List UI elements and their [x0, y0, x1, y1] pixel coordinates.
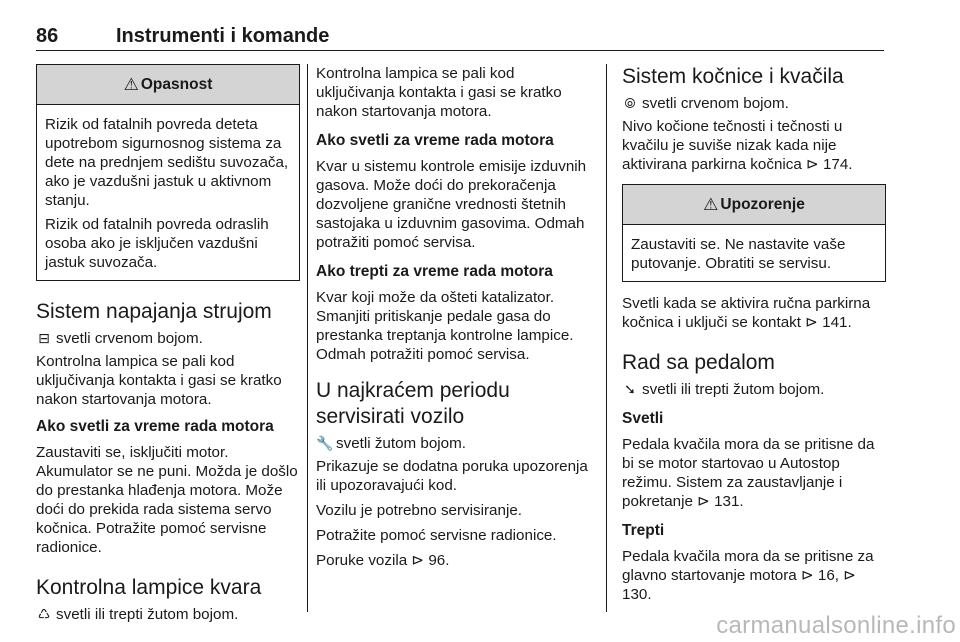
pedal-subheading-1: Svetli	[622, 410, 664, 427]
column-middle	[316, 64, 596, 570]
brake-text-2: Svetli kada se aktivira ručna parkirna kočnica i uključi se kontakt ⊳ 141.	[622, 295, 871, 331]
service-indicator-line: 🔧 svetli žutom bojom.	[316, 435, 466, 452]
warning-box-title: Upozorenje	[720, 196, 805, 213]
warning-triangle-icon: ⚠	[123, 75, 139, 94]
pedal-text-2: Pedala kvačila mora da se pritisne za glavno startovanje motora ⊳ 16, ⊳ 130.	[622, 548, 874, 603]
pedal-text-1: Pedala kvačila mora da se pritisne da bi se motor startovao u Autostop režimu. Sistem za zaustavljanje i pokretanje ⊳ 131.	[622, 436, 875, 510]
warning-box-body	[623, 225, 885, 281]
danger-box-header	[37, 65, 299, 105]
mil-subheading-2: Ako trepti za vreme rada motora	[316, 263, 553, 280]
mil-text-1: Kontrolna lampica se pali kod uključivanja kontakta i gasi se kratko nakon startovanja motora.	[316, 65, 562, 120]
mil-text-3: Kvar koji može da ošteti katalizator. Smanjiti pritiskanje pedale gasa do prestanka treptanja kontrolne lampice. Odmah potražiti pomoć servisa.	[316, 289, 574, 363]
warning-text-1: Zaustaviti se. Ne nastavite vaše putovanje. Obratiti se servisu.	[631, 236, 846, 272]
page-title: Instrumenti i komande	[116, 25, 330, 47]
warning-triangle-icon: ⚠	[703, 195, 719, 214]
brake-icon: ⦾	[624, 95, 636, 111]
brake-heading: Sistem kočnice i kvačila	[622, 65, 844, 88]
mil-subheading-1: Ako svetli za vreme rada motora	[316, 132, 554, 149]
warning-box-header	[623, 185, 885, 225]
page-header	[36, 22, 884, 52]
battery-icon: ⊟	[38, 330, 50, 346]
engine-icon: ♺	[37, 606, 51, 622]
service-text-3: Potražite pomoć servisne radionice.	[316, 527, 557, 544]
pedal-indicator-line: ➘ svetli ili trepti žutom bojom.	[622, 380, 886, 399]
mil-heading: Kontrolna lampice kvara	[36, 576, 262, 599]
wrench-car-icon: 🔧	[316, 435, 334, 451]
power-indicator-line: ⊟ svetli crvenom bojom.	[36, 329, 300, 348]
brake-indicator-line: ⦾ svetli crvenom bojom.	[622, 94, 886, 113]
power-text-1: Kontrolna lampica se pali kod uključivanja kontakta i gasi se kratko nakon startovanja motora.	[36, 353, 282, 408]
danger-text-1: Rizik od fatalnih povreda deteta upotrebom sigurnosnog sistema za dete na prednjem sedištu suvozača, ako je vazdušni jastuk u aktivnom stanju.	[45, 116, 289, 209]
header-divider	[36, 50, 884, 51]
mil-indicator-line: ♺ svetli ili trepti žutom bojom.	[37, 606, 239, 623]
pedal-icon: ➘	[624, 381, 636, 397]
column-divider	[606, 64, 607, 612]
service-text-1: Prikazuje se dodatna poruka upozorenja ili upozoravajući kod.	[316, 458, 588, 494]
danger-box-body	[37, 105, 299, 280]
page-number: 86	[36, 25, 59, 47]
danger-text-2: Rizik od fatalnih povreda odraslih osoba ako je isključen vazdušni jastuk suvozača.	[45, 216, 269, 271]
pedal-subheading-2: Trepti	[622, 522, 665, 539]
mil-text-2: Kvar u sistemu kontrole emisije izduvnih gasova. Može doći do prekoračenja dozvoljene granične vrednosti štetnih sastojaka u izduvnim gasovima. Odmah potražiti pomoć servisa.	[316, 158, 587, 251]
service-text-4: Poruke vozila ⊳ 96.	[316, 552, 450, 569]
warning-box	[622, 184, 886, 282]
pedal-heading: Rad sa pedalom	[622, 351, 775, 374]
service-heading: U najkraćem periodu servisirati vozilo	[316, 379, 510, 428]
watermark: carmanualsonline.info	[716, 612, 956, 639]
danger-box-title: Opasnost	[140, 76, 213, 93]
brake-text-1: Nivo kočione tečnosti i tečnosti u kvačilu je suviše nizak kada nije aktivirana parkirna kočnica ⊳ 174.	[622, 118, 853, 173]
power-heading: Sistem napajanja strujom	[36, 300, 272, 323]
column-divider	[307, 64, 308, 612]
service-text-2: Vozilu je potrebno servisiranje.	[316, 502, 522, 519]
power-text-2: Zaustaviti se, isključiti motor. Akumulator se ne puni. Možda je došlo do prestanka hlađenja motora. Može doći do prekida rada sistema servo kočnica. Potražite pomoć servisne radionice.	[36, 444, 298, 556]
power-subheading: Ako svetli za vreme rada motora	[36, 418, 274, 435]
danger-box	[36, 64, 300, 281]
column-right	[622, 64, 886, 604]
column-left	[36, 64, 300, 624]
